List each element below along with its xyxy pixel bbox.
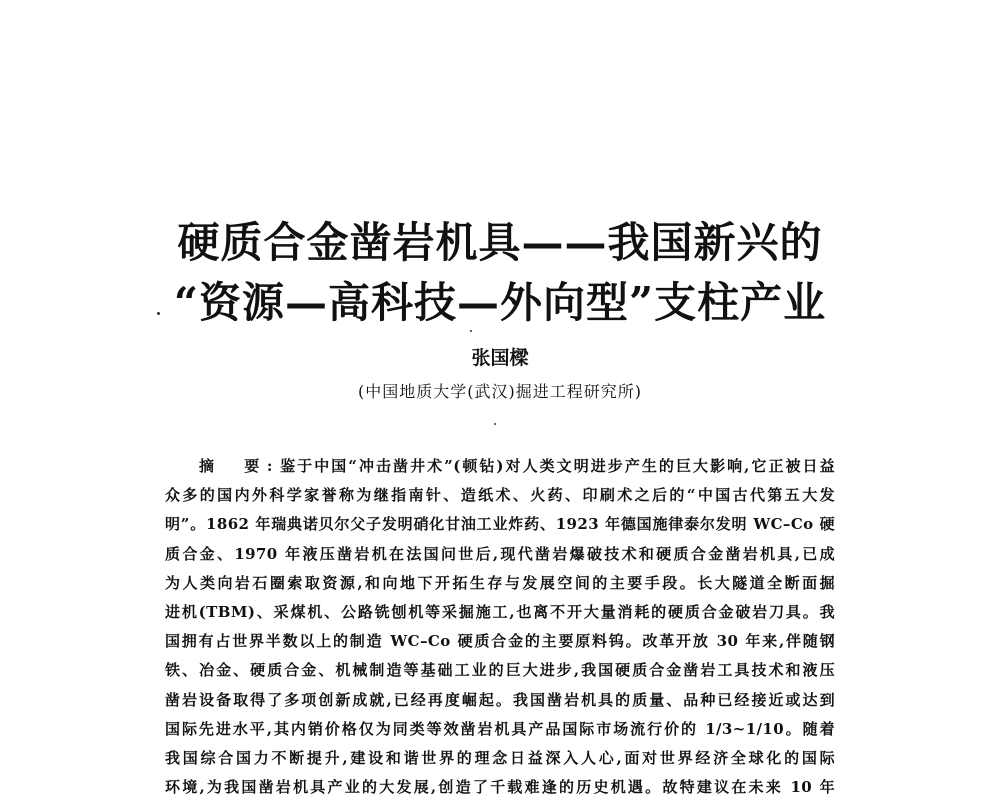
- abstract-line: 众多的国内外科学家誉称为继指南针、造纸术、火药、印刷术之后的“中国古代第五大发: [165, 486, 835, 505]
- abstract-line: [165, 452, 835, 481]
- abstract-block: [165, 452, 835, 802]
- scan-speck: [157, 312, 160, 315]
- abstract-line-text: 鉴于中国“冲击凿井术”(顿钻)对人类文明进步产生的巨大影响,它正被日益: [278, 457, 835, 475]
- abstract-line: 明”。1862 年瑞典诺贝尔父子发明硝化甘油工业炸药、1923 年德国施律泰尔发明 WC–Co 硬: [165, 515, 835, 534]
- abstract-line: 为人类向岩石圈索取资源,和向地下开拓生存与发展空间的主要手段。长大隧道全断面掘: [165, 573, 835, 592]
- abstract-line: 环境,为我国凿岩机具产业的大发展,创造了千载难逢的历史机遇。故特建议在未来 10 年: [165, 778, 835, 797]
- abstract-line: 凿岩设备取得了多项创新成就,已经再度崛起。我国凿岩机具的质量、品种已经接近或达到: [165, 690, 835, 709]
- scan-speck: [494, 423, 496, 425]
- abstract-line: 我国综合国力不断提升,建设和谐世界的理念日益深入人心,面对世界经济全球化的国际: [165, 748, 835, 767]
- title-line-2: “资源—高科技—外向型”支柱产业: [173, 278, 827, 327]
- abstract-line: 进机(TBM)、采煤机、公路铣刨机等采掘施工,也离不开大量消耗的硬质合金破岩刀具。我: [165, 602, 835, 621]
- author-name: 张国樑: [471, 347, 529, 369]
- abstract-line: 国际先进水平,其内销价格仅为同类等效凿岩机具产品国际市场流行价的 1/3~1/10。随着: [165, 719, 835, 738]
- scan-speck: [470, 330, 472, 332]
- abstract-label: 摘 要:: [199, 457, 279, 475]
- title-line-1: 硬质合金凿岩机具——我国新兴的: [177, 218, 823, 267]
- abstract-line: 国拥有占世界半数以上的制造 WC–Co 硬质合金的主要原料钨。改革开放 30 年来,伴随钢: [165, 632, 835, 651]
- abstract-line: 质合金、1970 年液压凿岩机在法国问世后,现代凿岩爆破技术和硬质合金凿岩机具,已成: [165, 544, 835, 563]
- abstract-line: 铁、冶金、硬质合金、机械制造等基础工业的巨大进步,我国硬质合金凿岩工具技术和液压: [165, 661, 835, 680]
- author-affiliation: (中国地质大学(武汉)掘进工程研究所): [358, 382, 642, 401]
